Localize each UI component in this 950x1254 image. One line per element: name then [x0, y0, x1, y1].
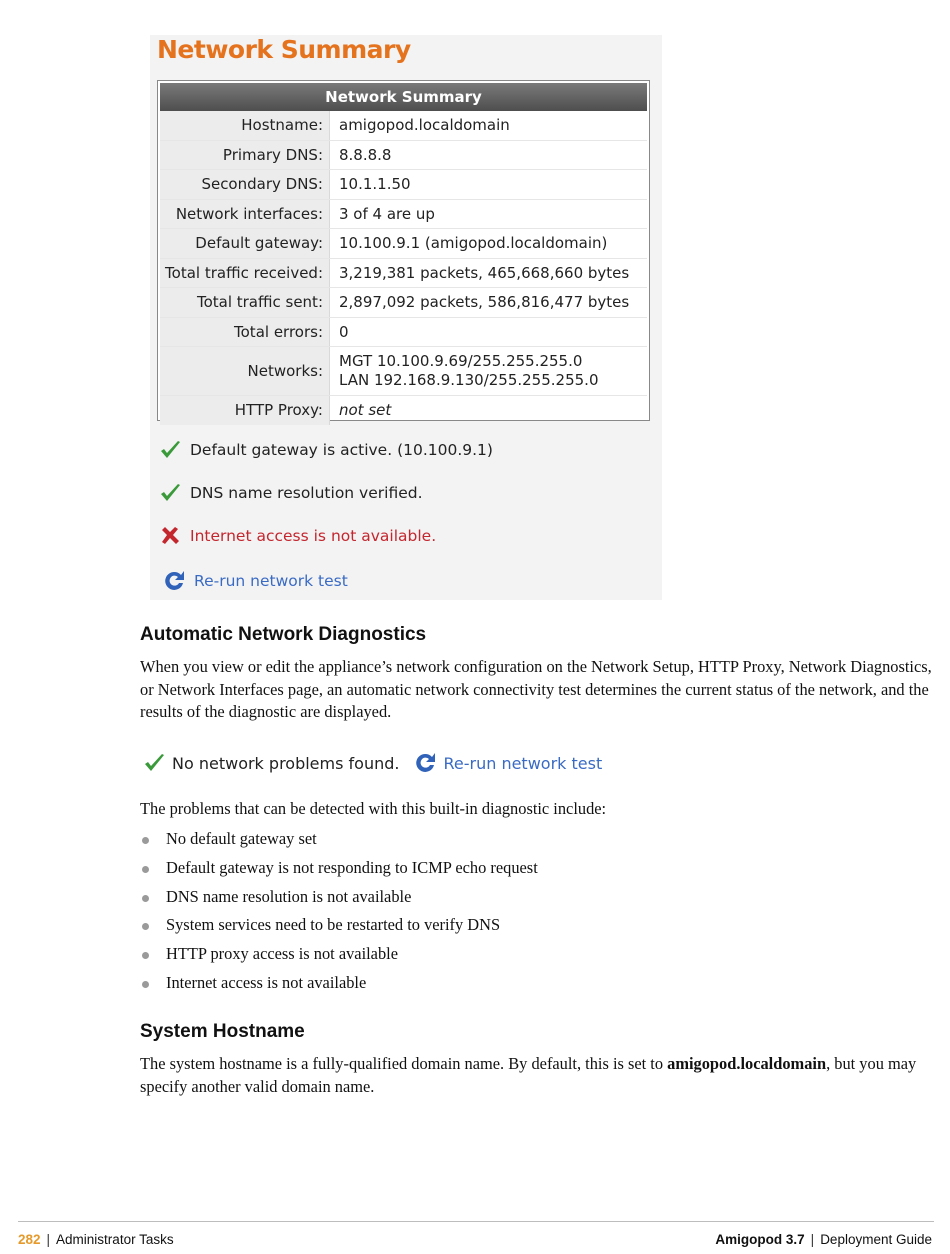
row-label: Networks:: [160, 347, 330, 395]
no-problems-text: No network problems found.: [172, 753, 400, 773]
list-item: [140, 858, 538, 887]
chapter-name: Administrator Tasks: [56, 1232, 174, 1247]
status-internet: [158, 524, 436, 548]
row-value: 10.1.1.50: [339, 175, 411, 194]
row-label: HTTP Proxy:: [160, 396, 330, 425]
list-item: [140, 973, 538, 1002]
refresh-icon: [413, 751, 437, 775]
status-dns: [158, 481, 423, 505]
network-mgt: MGT 10.100.9.69/255.255.255.0: [339, 352, 583, 370]
bullet-icon: [142, 952, 149, 959]
table-row-primary-dns: [160, 141, 647, 171]
rerun-link-text[interactable]: Re-run network test: [194, 572, 348, 590]
list-item: [140, 944, 538, 973]
table-row-traffic-sent: [160, 288, 647, 318]
table-row-http-proxy: [160, 396, 647, 425]
product-name: Amigopod 3.7: [715, 1232, 805, 1247]
hostname-text-after: , but you may specify another valid domain name.: [140, 1054, 917, 1096]
guide-name: Deployment Guide: [820, 1232, 932, 1247]
list-item: [140, 915, 538, 944]
footer-separator: |: [810, 1232, 815, 1247]
row-value: 8.8.8.8: [339, 145, 392, 164]
table-row-hostname: [160, 111, 647, 141]
row-value: 3,219,381 packets, 465,668,660 bytes: [339, 263, 630, 282]
footer-right: [715, 1232, 932, 1247]
page-number: 282: [18, 1232, 41, 1247]
list-item-text: Default gateway is not responding to ICMP echo request: [166, 857, 538, 877]
list-item-text: HTTP proxy access is not available: [166, 944, 398, 964]
hostname-text-before: The system hostname is a fully-qualified domain name. By default, this is set to: [140, 1054, 668, 1073]
screenshot-title: Network Summary: [157, 35, 411, 64]
row-value: not set: [339, 401, 392, 420]
row-value: 3 of 4 are up: [339, 204, 435, 223]
table-row-network-interfaces: [160, 200, 647, 230]
network-summary-screenshot: [150, 35, 662, 600]
row-value: amigopod.localdomain: [339, 116, 510, 135]
table-row-traffic-received: [160, 259, 647, 289]
check-icon: [142, 751, 166, 775]
problems-intro: The problems that can be detected with this built-in diagnostic include:: [140, 799, 607, 818]
row-label: Default gateway:: [160, 229, 330, 258]
error-x-icon: [158, 524, 182, 548]
row-label: Secondary DNS:: [160, 170, 330, 199]
table-row-total-errors: [160, 318, 647, 348]
footer-divider: [18, 1221, 934, 1222]
bullet-icon: [142, 866, 149, 873]
bullet-icon: [142, 981, 149, 988]
footer-separator: |: [46, 1232, 51, 1247]
list-item: [140, 829, 538, 858]
row-label: Total errors:: [160, 318, 330, 347]
row-value: [330, 347, 598, 395]
row-label: Network interfaces:: [160, 200, 330, 229]
hostname-paragraph: [140, 1053, 940, 1098]
status-dns-text: DNS name resolution verified.: [190, 484, 423, 502]
inline-rerun-text[interactable]: Re-run network test: [443, 753, 603, 773]
problems-list: [140, 829, 538, 1002]
bullet-icon: [142, 895, 149, 902]
bullet-icon: [142, 837, 149, 844]
section-heading-hostname: System Hostname: [140, 1021, 305, 1042]
rerun-network-test-link[interactable]: [162, 569, 348, 593]
table-row-secondary-dns: [160, 170, 647, 200]
list-item-text: DNS name resolution is not available: [166, 886, 412, 906]
list-item-text: Internet access is not available: [166, 972, 367, 992]
inline-rerun-link[interactable]: [413, 751, 602, 775]
table-row-networks: [160, 347, 647, 396]
row-label: Hostname:: [160, 111, 330, 140]
check-icon: [158, 438, 182, 462]
status-internet-text: Internet access is not available.: [190, 527, 437, 545]
row-label: Total traffic received:: [160, 259, 330, 288]
list-item-text: No default gateway set: [166, 829, 317, 848]
row-value: 2,897,092 packets, 586,816,477 bytes: [339, 293, 630, 312]
status-gateway-text: Default gateway is active. (10.100.9.1): [190, 441, 493, 459]
row-label: Total traffic sent:: [160, 288, 330, 317]
list-item-text: System services need to be restarted to verify DNS: [166, 915, 501, 935]
row-label: Primary DNS:: [160, 141, 330, 170]
status-gateway: [158, 438, 493, 462]
network-lan: LAN 192.168.9.130/255.255.255.0: [339, 371, 599, 389]
network-summary-table: [157, 80, 650, 421]
row-value: 10.100.9.1 (amigopod.localdomain): [339, 234, 608, 253]
section-heading-diagnostics: Automatic Network Diagnostics: [140, 624, 427, 645]
table-row-default-gateway: [160, 229, 647, 259]
diagnostics-paragraph: When you view or edit the appliance’s network configuration on the Network Setup, HTTP Proxy, Network Diagnostics, or Network Interfaces page, an automatic network connectivity test determines the current status of the network, and the results of the diagnostic are displayed.: [140, 657, 932, 721]
row-value: 0: [339, 322, 349, 341]
footer-left: [18, 1232, 174, 1247]
list-item: [140, 887, 538, 916]
inline-diagnostic-status: [142, 749, 602, 777]
bullet-icon: [142, 923, 149, 930]
table-header: Network Summary: [160, 83, 647, 111]
check-icon: [158, 481, 182, 505]
hostname-default: amigopod.localdomain: [667, 1054, 827, 1073]
refresh-icon: [162, 569, 186, 593]
